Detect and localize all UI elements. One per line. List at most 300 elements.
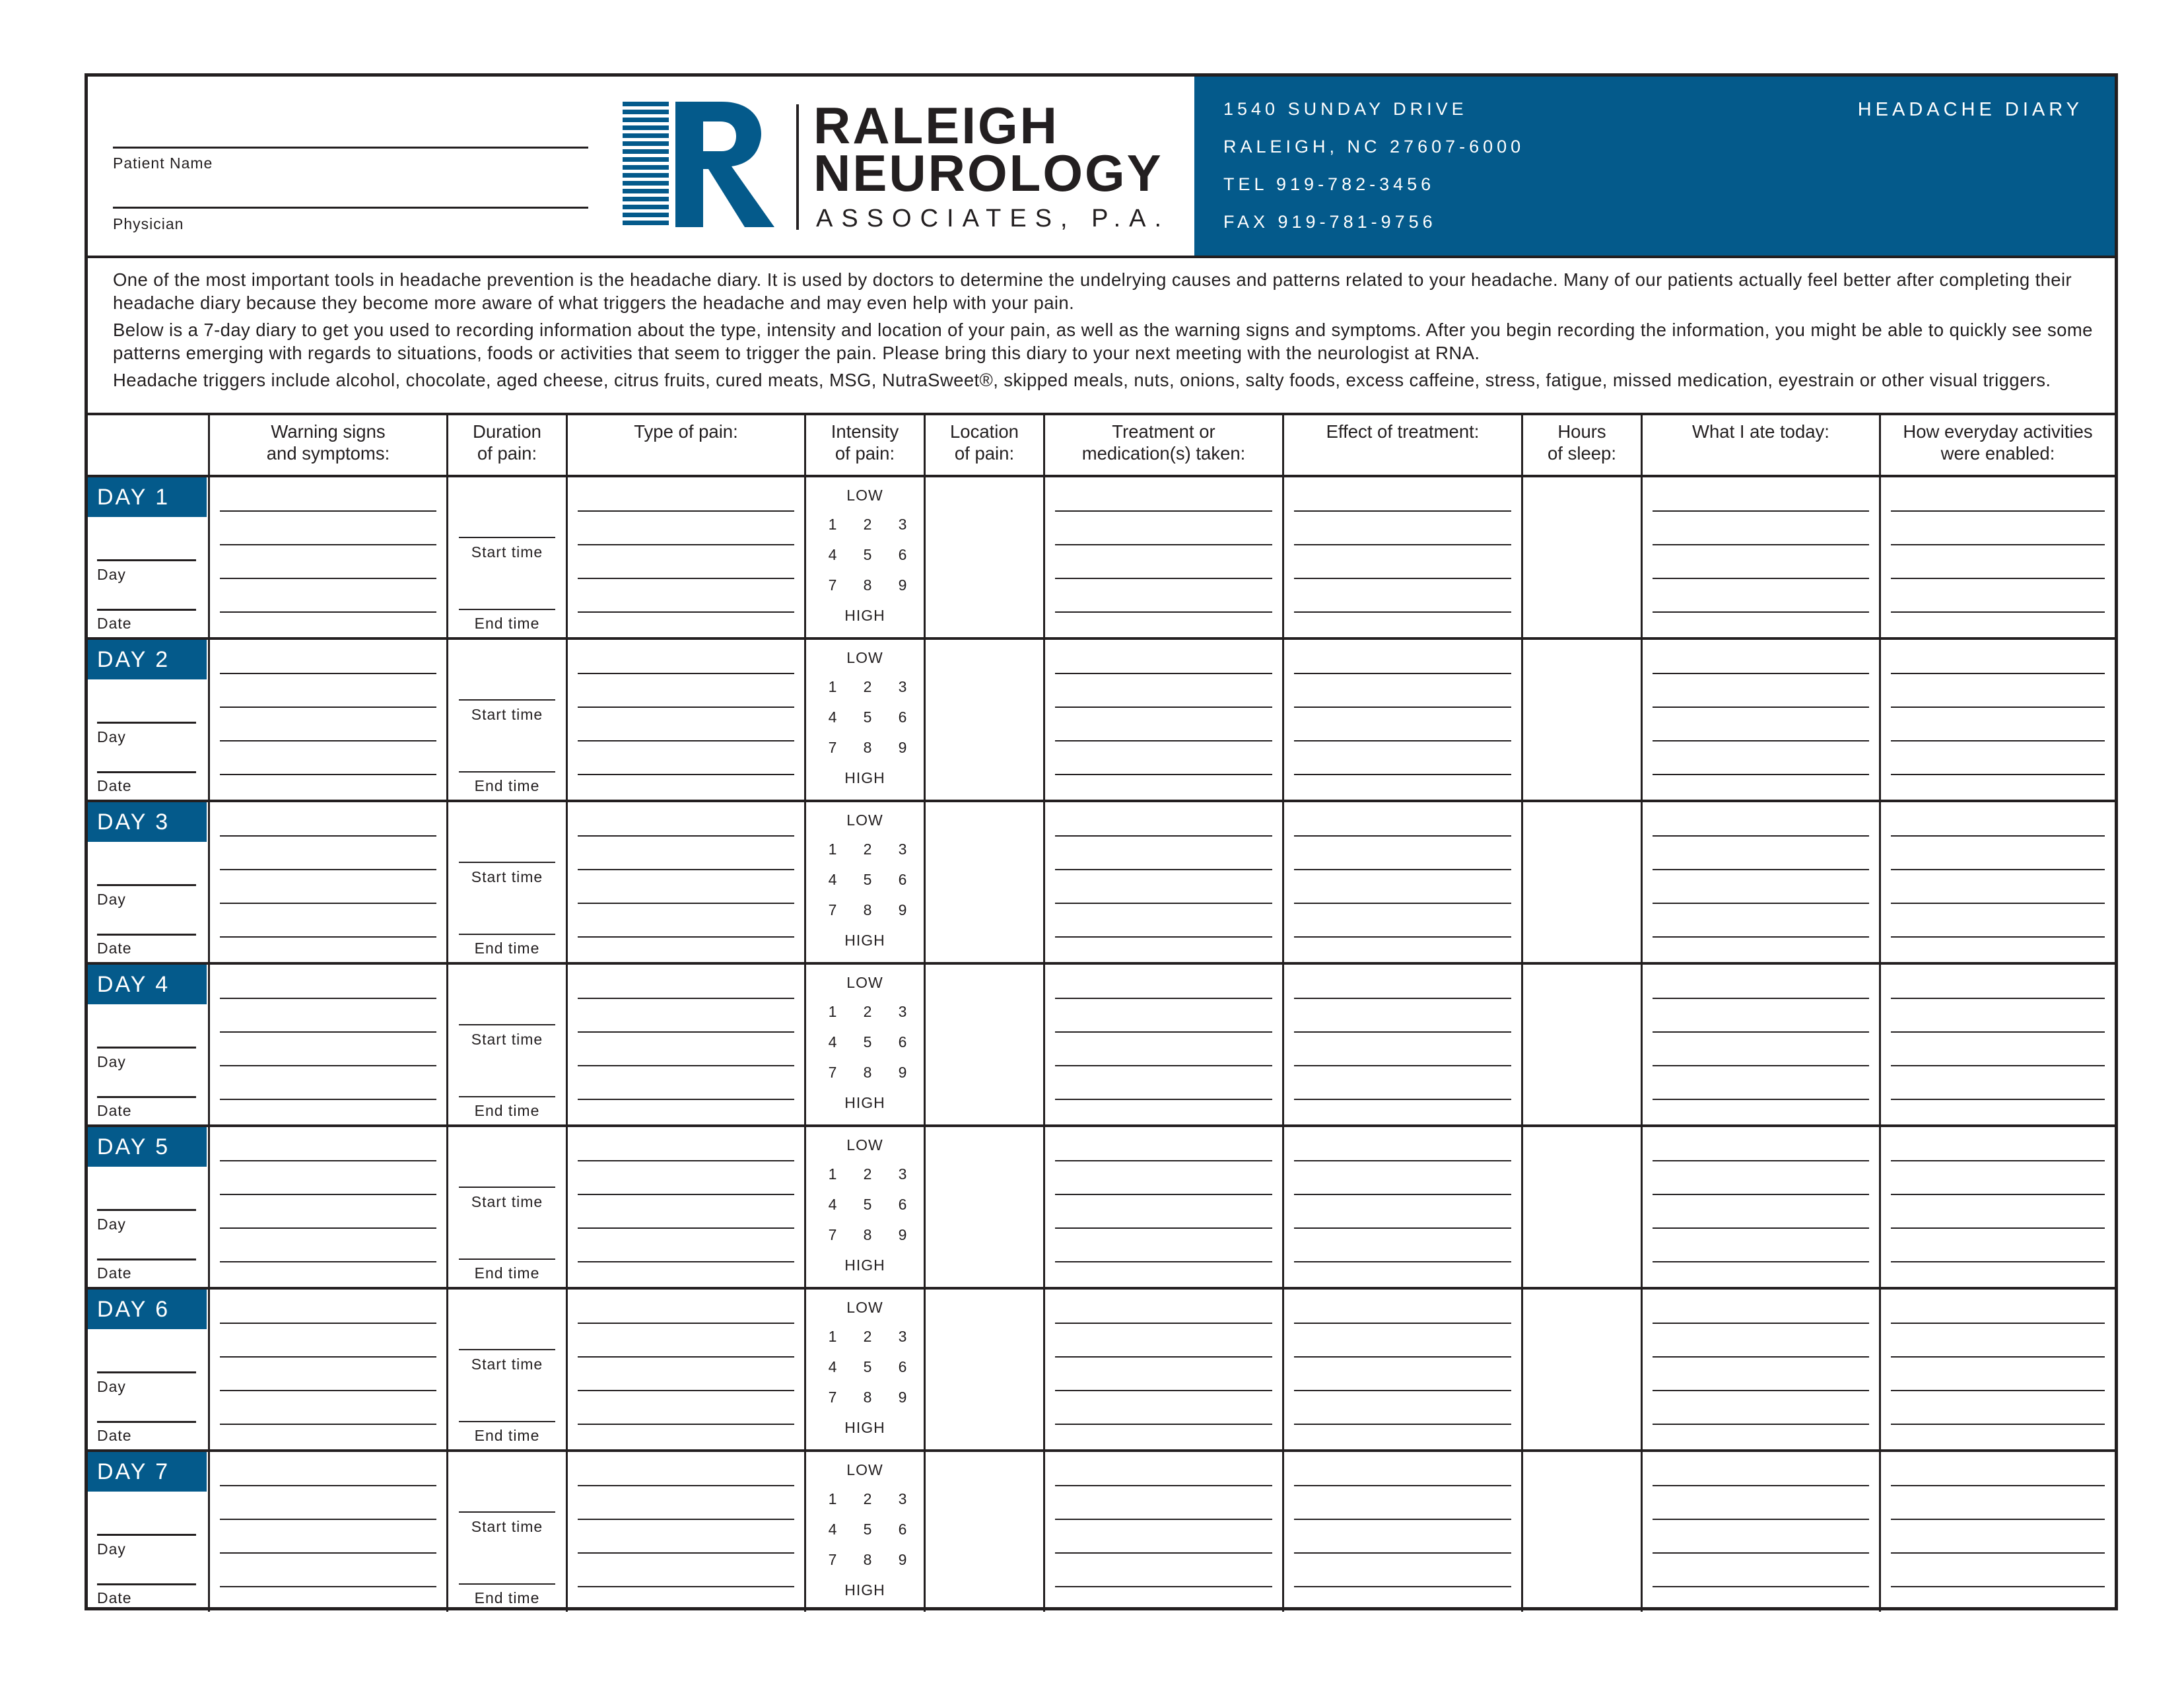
write-line[interactable]	[1055, 544, 1272, 545]
start-time-line[interactable]	[459, 1511, 555, 1513]
write-line[interactable]	[578, 1031, 794, 1033]
intensity-option[interactable]: 5	[863, 1521, 872, 1538]
intensity-option[interactable]: 8	[863, 576, 872, 594]
write-line[interactable]	[578, 1356, 794, 1358]
intensity-option[interactable]: 7	[828, 1064, 837, 1081]
intensity-option[interactable]: 5	[863, 1358, 872, 1375]
intensity-option[interactable]: 3	[898, 1490, 907, 1507]
write-line[interactable]	[1891, 1356, 2105, 1358]
date-field-label: Date	[97, 1264, 132, 1282]
day-field-line[interactable]	[97, 1047, 196, 1049]
write-line[interactable]	[578, 673, 794, 674]
food-column-cell	[1641, 1290, 1879, 1449]
end-time-line[interactable]	[459, 1583, 555, 1585]
write-line[interactable]	[578, 1227, 794, 1229]
start-time-line[interactable]	[459, 1349, 555, 1350]
write-line[interactable]	[220, 936, 436, 938]
intensity-option[interactable]: 8	[863, 1551, 872, 1568]
write-line[interactable]	[220, 1519, 436, 1520]
write-line[interactable]	[220, 707, 436, 708]
write-line[interactable]	[1653, 869, 1869, 870]
write-line[interactable]	[1891, 1065, 2105, 1066]
write-line[interactable]	[1294, 1227, 1511, 1229]
location-column-cell[interactable]	[924, 640, 1043, 800]
write-line[interactable]	[1653, 1031, 1869, 1033]
write-line[interactable]	[578, 869, 794, 870]
write-line[interactable]	[578, 1160, 794, 1161]
sleep-column-cell[interactable]	[1521, 477, 1641, 637]
write-line[interactable]	[220, 740, 436, 741]
write-line[interactable]	[1294, 1031, 1511, 1033]
intensity-option[interactable]: 5	[863, 546, 872, 563]
start-time-label: Start time	[471, 868, 543, 885]
write-line[interactable]	[1653, 1552, 1869, 1554]
write-line[interactable]	[1653, 1356, 1869, 1358]
write-line[interactable]	[1891, 774, 2105, 775]
write-line[interactable]	[1294, 1390, 1511, 1391]
intensity-option[interactable]: 4	[828, 1033, 837, 1051]
write-line[interactable]	[1294, 1356, 1511, 1358]
intensity-option[interactable]: 4	[828, 708, 837, 726]
write-line[interactable]	[1891, 1261, 2105, 1262]
date-field-line[interactable]	[97, 1421, 196, 1423]
write-line[interactable]	[1891, 1194, 2105, 1195]
write-line[interactable]	[1891, 611, 2105, 613]
write-line[interactable]	[1891, 707, 2105, 708]
write-line[interactable]	[1055, 1356, 1272, 1358]
write-line[interactable]	[220, 835, 436, 837]
write-line[interactable]	[1055, 1323, 1272, 1324]
write-line[interactable]	[220, 1323, 436, 1324]
write-line[interactable]	[578, 936, 794, 938]
intensity-option[interactable]: 1	[828, 678, 837, 695]
write-line[interactable]	[1055, 1099, 1272, 1100]
day-field-label: Day	[97, 891, 126, 908]
location-column-cell[interactable]	[924, 965, 1043, 1124]
write-line[interactable]	[220, 869, 436, 870]
intensity-option[interactable]: 1	[828, 1165, 837, 1183]
sleep-column-cell[interactable]	[1521, 965, 1641, 1124]
write-line[interactable]	[578, 1194, 794, 1195]
write-line[interactable]	[220, 1065, 436, 1066]
write-line[interactable]	[1055, 510, 1272, 512]
intensity-option[interactable]: 2	[863, 1490, 872, 1507]
intensity-option[interactable]: 2	[863, 841, 872, 858]
write-line[interactable]	[1055, 835, 1272, 837]
write-line[interactable]	[1055, 673, 1272, 674]
intro-paragraph-1: One of the most important tools in headache prevention is the headache diary. It is used by doctors to determine the undelrying causes and patterns related to your headache. Many of our patients actually feel better after completing their headache diary because they become more aware of what triggers the headache and may even help with your pain.	[113, 269, 2072, 313]
intensity-option[interactable]: 9	[898, 1226, 907, 1243]
write-line[interactable]	[220, 1261, 436, 1262]
write-line[interactable]	[1653, 835, 1869, 837]
write-line[interactable]	[220, 1194, 436, 1195]
write-line[interactable]	[220, 510, 436, 512]
treatment-column-header: Treatment or medication(s) taken:	[1043, 415, 1282, 475]
write-line[interactable]	[1653, 740, 1869, 741]
write-line[interactable]	[1653, 544, 1869, 545]
write-line[interactable]	[1294, 998, 1511, 999]
write-line[interactable]	[1055, 1586, 1272, 1587]
location-column-cell[interactable]	[924, 1452, 1043, 1612]
intensity-option[interactable]: 3	[898, 678, 907, 695]
type-of-pain-column-cell	[566, 802, 804, 962]
write-line[interactable]	[1294, 835, 1511, 837]
write-line[interactable]	[1055, 1485, 1272, 1486]
write-line[interactable]	[1294, 1065, 1511, 1066]
write-line[interactable]	[578, 774, 794, 775]
location-column-cell[interactable]	[924, 477, 1043, 637]
write-line[interactable]	[1653, 1227, 1869, 1229]
food-column-cell	[1641, 965, 1879, 1124]
write-line[interactable]	[1653, 903, 1869, 904]
write-line[interactable]	[1294, 869, 1511, 870]
write-line[interactable]	[578, 1323, 794, 1324]
intensity-option[interactable]: 4	[828, 1358, 837, 1375]
write-line[interactable]	[1653, 707, 1869, 708]
intensity-option[interactable]: 1	[828, 516, 837, 533]
intensity-option[interactable]: 7	[828, 739, 837, 756]
write-line[interactable]	[1055, 1519, 1272, 1520]
intensity-option[interactable]: 8	[863, 1389, 872, 1406]
write-line[interactable]	[220, 998, 436, 999]
intensity-option[interactable]: 3	[898, 1165, 907, 1183]
end-time-line[interactable]	[459, 1258, 555, 1260]
write-line[interactable]	[1891, 1485, 2105, 1486]
start-time-line[interactable]	[459, 1024, 555, 1025]
write-line[interactable]	[1891, 1424, 2105, 1425]
intensity-option[interactable]: 9	[898, 1064, 907, 1081]
write-line[interactable]	[1653, 578, 1869, 579]
intensity-option[interactable]: 1	[828, 1003, 837, 1020]
write-line[interactable]	[1294, 1261, 1511, 1262]
write-line[interactable]	[1891, 1227, 2105, 1229]
write-line[interactable]	[1294, 1424, 1511, 1425]
intensity-option[interactable]: 4	[828, 1521, 837, 1538]
write-line[interactable]	[578, 544, 794, 545]
day-field-line[interactable]	[97, 559, 196, 561]
write-line[interactable]	[1055, 936, 1272, 938]
date-field-line[interactable]	[97, 934, 196, 936]
write-line[interactable]	[1891, 1519, 2105, 1520]
day-field-line[interactable]	[97, 884, 196, 886]
sleep-column-cell[interactable]	[1521, 1290, 1641, 1449]
write-line[interactable]	[578, 1261, 794, 1262]
intensity-option[interactable]: 6	[898, 1358, 907, 1375]
write-line[interactable]	[578, 903, 794, 904]
write-line[interactable]	[1055, 869, 1272, 870]
intensity-option[interactable]: 1	[828, 1328, 837, 1345]
day-row	[88, 802, 2115, 965]
write-line[interactable]	[1294, 1519, 1511, 1520]
write-line[interactable]	[578, 1065, 794, 1066]
start-time-label: Start time	[471, 543, 543, 561]
intensity-option[interactable]: 8	[863, 1226, 872, 1243]
write-line[interactable]	[578, 1485, 794, 1486]
day-field-line[interactable]	[97, 1371, 196, 1373]
write-line[interactable]	[1891, 1160, 2105, 1161]
write-line[interactable]	[220, 1485, 436, 1486]
write-line[interactable]	[220, 1552, 436, 1554]
write-line[interactable]	[1055, 1424, 1272, 1425]
day-badge: DAY 3	[88, 802, 207, 842]
intensity-option[interactable]: 3	[898, 841, 907, 858]
end-time-line[interactable]	[459, 934, 555, 935]
write-line[interactable]	[1891, 1323, 2105, 1324]
write-line[interactable]	[1294, 544, 1511, 545]
intensity-option[interactable]: 9	[898, 901, 907, 918]
write-line[interactable]	[1653, 1424, 1869, 1425]
date-field-line[interactable]	[97, 1258, 196, 1260]
write-line[interactable]	[1891, 1552, 2105, 1554]
write-line[interactable]	[1055, 998, 1272, 999]
write-line[interactable]	[1055, 578, 1272, 579]
end-time-line[interactable]	[459, 1096, 555, 1097]
write-line[interactable]	[578, 707, 794, 708]
day-badge: DAY 7	[88, 1452, 207, 1492]
intensity-option[interactable]: 8	[863, 901, 872, 918]
write-line[interactable]	[1653, 1261, 1869, 1262]
end-time-label: End time	[474, 940, 540, 957]
write-line[interactable]	[220, 1099, 436, 1100]
write-line[interactable]	[1653, 936, 1869, 938]
write-line[interactable]	[1653, 1194, 1869, 1195]
write-line[interactable]	[1653, 1586, 1869, 1587]
write-line[interactable]	[220, 774, 436, 775]
type-of-pain-column-cell	[566, 1290, 804, 1449]
date-field-line[interactable]	[97, 609, 196, 611]
write-line[interactable]	[1055, 1194, 1272, 1195]
write-line[interactable]	[1653, 1485, 1869, 1486]
write-line[interactable]	[1294, 1160, 1511, 1161]
write-line[interactable]	[1294, 936, 1511, 938]
write-line[interactable]	[1891, 510, 2105, 512]
write-line[interactable]	[1891, 1390, 2105, 1391]
location-column-cell[interactable]	[924, 802, 1043, 962]
write-line[interactable]	[1653, 1323, 1869, 1324]
end-time-line[interactable]	[459, 1421, 555, 1422]
effect-column-cell	[1282, 1290, 1521, 1449]
write-line[interactable]	[220, 1424, 436, 1425]
write-line[interactable]	[220, 578, 436, 579]
write-line[interactable]	[220, 1160, 436, 1161]
write-line[interactable]	[1891, 1031, 2105, 1033]
date-field-line[interactable]	[97, 1583, 196, 1585]
end-time-line[interactable]	[459, 609, 555, 610]
intensity-option[interactable]: 2	[863, 1328, 872, 1345]
write-line[interactable]	[1891, 578, 2105, 579]
write-line[interactable]	[578, 510, 794, 512]
patient-name-line[interactable]	[113, 147, 588, 149]
write-line[interactable]	[1653, 510, 1869, 512]
write-line[interactable]	[578, 740, 794, 741]
intensity-option[interactable]: 4	[828, 1196, 837, 1213]
intensity-option[interactable]: 7	[828, 576, 837, 594]
write-line[interactable]	[1055, 1031, 1272, 1033]
write-line[interactable]	[1294, 1485, 1511, 1486]
activities-column-cell	[1879, 1290, 2115, 1449]
write-line[interactable]	[1055, 611, 1272, 613]
write-line[interactable]	[1294, 774, 1511, 775]
sleep-column-cell[interactable]	[1521, 1452, 1641, 1612]
date-field-line[interactable]	[97, 1096, 196, 1098]
end-time-line[interactable]	[459, 771, 555, 773]
write-line[interactable]	[220, 1031, 436, 1033]
write-line[interactable]	[578, 1424, 794, 1425]
intensity-option[interactable]: 6	[898, 546, 907, 563]
intensity-option[interactable]: 4	[828, 871, 837, 888]
intensity-option[interactable]: 8	[863, 739, 872, 756]
write-line[interactable]	[1055, 1261, 1272, 1262]
intensity-option[interactable]: 2	[863, 1003, 872, 1020]
write-line[interactable]	[1055, 1227, 1272, 1229]
intensity-option[interactable]: 6	[898, 1196, 907, 1213]
write-line[interactable]	[1055, 903, 1272, 904]
intensity-option[interactable]: 7	[828, 1389, 837, 1406]
write-line[interactable]	[1891, 544, 2105, 545]
intensity-option[interactable]: 2	[863, 1165, 872, 1183]
write-line[interactable]	[220, 1356, 436, 1358]
day-column-cell	[88, 1452, 208, 1612]
intensity-option[interactable]: 9	[898, 1389, 907, 1406]
write-line[interactable]	[1294, 707, 1511, 708]
write-line[interactable]	[1055, 1065, 1272, 1066]
write-line[interactable]	[1294, 1323, 1511, 1324]
write-line[interactable]	[578, 998, 794, 999]
write-line[interactable]	[1055, 707, 1272, 708]
write-line[interactable]	[578, 578, 794, 579]
type-of-pain-column-cell	[566, 477, 804, 637]
write-line[interactable]	[220, 1586, 436, 1587]
write-line[interactable]	[1294, 1194, 1511, 1195]
write-line[interactable]	[1653, 1065, 1869, 1066]
intensity-option[interactable]: 7	[828, 1551, 837, 1568]
write-line[interactable]	[1653, 998, 1869, 999]
write-line[interactable]	[578, 1586, 794, 1587]
write-line[interactable]	[1653, 611, 1869, 613]
intensity-option[interactable]: 6	[898, 1521, 907, 1538]
sleep-column-header: Hours of sleep:	[1521, 415, 1641, 475]
write-line[interactable]	[1294, 1099, 1511, 1100]
write-line[interactable]	[578, 1390, 794, 1391]
start-time-line[interactable]	[459, 537, 555, 538]
write-line[interactable]	[220, 1390, 436, 1391]
write-line[interactable]	[1891, 1099, 2105, 1100]
start-time-label: Start time	[471, 1356, 543, 1373]
intensity-option[interactable]: 6	[898, 708, 907, 726]
write-line[interactable]	[1891, 1586, 2105, 1587]
write-line[interactable]	[1294, 578, 1511, 579]
write-line[interactable]	[1891, 936, 2105, 938]
start-time-line[interactable]	[459, 1187, 555, 1188]
write-line[interactable]	[220, 1227, 436, 1229]
write-line[interactable]	[1294, 1552, 1511, 1554]
sleep-column-cell[interactable]	[1521, 802, 1641, 962]
day-column-cell	[88, 640, 208, 800]
write-line[interactable]	[1653, 774, 1869, 775]
write-line[interactable]	[1891, 835, 2105, 837]
sleep-column-cell[interactable]	[1521, 640, 1641, 800]
intensity-option[interactable]: 1	[828, 841, 837, 858]
write-line[interactable]	[1891, 740, 2105, 741]
duration-column-cell	[446, 1127, 566, 1287]
write-line[interactable]	[578, 835, 794, 837]
start-time-label: Start time	[471, 1193, 543, 1210]
write-line[interactable]	[220, 611, 436, 613]
write-line[interactable]	[220, 544, 436, 545]
date-field-line[interactable]	[97, 771, 196, 773]
write-line[interactable]	[1055, 1390, 1272, 1391]
intensity-option[interactable]: 5	[863, 1196, 872, 1213]
intensity-option[interactable]: 6	[898, 1033, 907, 1051]
write-line[interactable]	[1653, 1390, 1869, 1391]
intensity-option[interactable]: 3	[898, 1003, 907, 1020]
intensity-option[interactable]: 9	[898, 739, 907, 756]
intensity-option[interactable]: 2	[863, 516, 872, 533]
physician-line[interactable]	[113, 207, 588, 209]
intensity-option[interactable]: 8	[863, 1064, 872, 1081]
intensity-option[interactable]: 5	[863, 708, 872, 726]
location-column-cell[interactable]	[924, 1290, 1043, 1449]
write-line[interactable]	[1055, 1160, 1272, 1161]
intensity-option[interactable]: 6	[898, 871, 907, 888]
intensity-option[interactable]: 9	[898, 576, 907, 594]
start-time-line[interactable]	[459, 862, 555, 863]
intensity-option[interactable]: 7	[828, 1226, 837, 1243]
write-line[interactable]	[578, 1099, 794, 1100]
warning-signs-column-cell	[208, 802, 446, 962]
write-line[interactable]	[1653, 1519, 1869, 1520]
write-line[interactable]	[1055, 740, 1272, 741]
intensity-option[interactable]: 1	[828, 1490, 837, 1507]
intensity-option[interactable]: 7	[828, 901, 837, 918]
write-line[interactable]	[1055, 1552, 1272, 1554]
write-line[interactable]	[1891, 673, 2105, 674]
write-line[interactable]	[1055, 774, 1272, 775]
write-line[interactable]	[1653, 1160, 1869, 1161]
location-column-cell[interactable]	[924, 1127, 1043, 1287]
intensity-option[interactable]: 3	[898, 516, 907, 533]
write-line[interactable]	[1294, 740, 1511, 741]
sleep-column-cell[interactable]	[1521, 1127, 1641, 1287]
write-line[interactable]	[578, 1552, 794, 1554]
write-line[interactable]	[1653, 673, 1869, 674]
intensity-option[interactable]: 3	[898, 1328, 907, 1345]
day-field-line[interactable]	[97, 722, 196, 724]
start-time-line[interactable]	[459, 699, 555, 701]
write-line[interactable]	[578, 611, 794, 613]
write-line[interactable]	[1294, 673, 1511, 674]
intensity-option[interactable]: 9	[898, 1551, 907, 1568]
intensity-option[interactable]: 5	[863, 871, 872, 888]
write-line[interactable]	[1294, 1586, 1511, 1587]
write-line[interactable]	[1294, 611, 1511, 613]
write-line[interactable]	[1891, 869, 2105, 870]
intensity-option[interactable]: 5	[863, 1033, 872, 1051]
intensity-option[interactable]: 2	[863, 678, 872, 695]
day-field-line[interactable]	[97, 1534, 196, 1536]
write-line[interactable]	[1653, 1099, 1869, 1100]
write-line[interactable]	[1294, 510, 1511, 512]
intensity-low-label: LOW	[846, 811, 883, 829]
write-line[interactable]	[578, 1519, 794, 1520]
write-line[interactable]	[220, 673, 436, 674]
day-field-line[interactable]	[97, 1209, 196, 1211]
write-line[interactable]	[1891, 998, 2105, 999]
write-line[interactable]	[1294, 903, 1511, 904]
write-line[interactable]	[1891, 903, 2105, 904]
write-line[interactable]	[220, 903, 436, 904]
intensity-option[interactable]: 4	[828, 546, 837, 563]
